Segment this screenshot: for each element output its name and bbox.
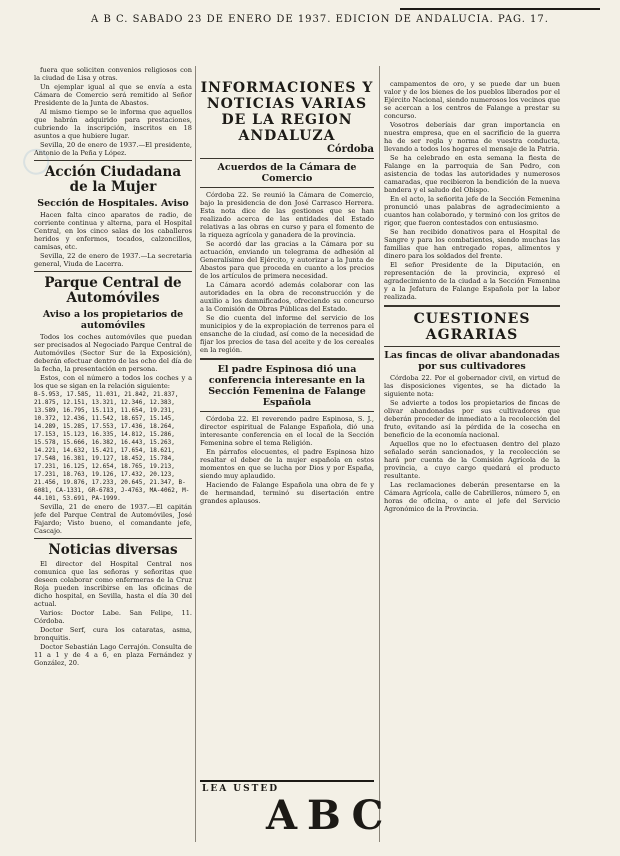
watermark: ○: [10, 135, 60, 185]
column-divider: [379, 66, 380, 842]
subheading-hospitales: Sección de Hospitales. Aviso: [37, 198, 189, 209]
paragraph: Se acordó dar las gracias a la Cámara por su actuación, enviando un telegrama de adhesión al Generalísimo del Ejército, y autorizar a la Junta de Abastos para que proceda en cuanto a los precios de los artículos de primera necesidad.: [200, 240, 374, 280]
divider: [34, 538, 192, 539]
divider: [200, 411, 374, 412]
divider: [384, 346, 560, 347]
divider: [384, 305, 560, 307]
paragraph: En párrafos elocuentes, el padre Espinosa hizo resaltar el deber de la mujer española en estos momentos en que se lucha por Dios y por España, siendo muy aplaudido.: [200, 448, 374, 480]
city-cordoba: Córdoba: [326, 144, 374, 155]
heading-noticias-diversas: Noticias diversas: [48, 542, 178, 558]
divider: [200, 358, 374, 360]
paragraph: fuera que soliciten convenios religiosos con la ciudad de Lisa y otras.: [34, 66, 192, 82]
paragraph: Estos, con el número a todos los coches y a los que se sigan en la relación siguiente:: [34, 374, 192, 390]
section-title-cuestiones-agrarias: CUESTIONES AGRARIAS: [413, 311, 531, 343]
paragraph: Doctor Serf, cura los cataratas, asma, bronquitis.: [34, 626, 192, 642]
abc-advert: [200, 780, 394, 842]
heading-padre-espinosa: El padre Espinosa dió una conferencia interesante en la Sección Femenina de Falange Española: [208, 364, 366, 408]
heading-fincas-olivar: Las fincas de olivar abandonadas por sus cultivadores: [384, 350, 560, 372]
paragraph: Se advierte a todos los propietarios de fincas de olivar abandonadas por sus cultivadores que deberán proceder de inmediato a la recolección del fruto, evitando así la pérdida de la cosecha en beneficio de la economía nacional.: [384, 399, 560, 439]
paragraph: Se ha celebrado en esta semana la fiesta de Falange en la parroquia de San Pedro, con asistencia de todas las autoridades y numerosos camaradas, que recibieron la bendición de la nueva bandera y el saludo del Obispo.: [384, 154, 560, 194]
divider: [200, 187, 374, 188]
heading-accion-ciudadana: Acción Ciudadana de la Mujer: [44, 164, 182, 195]
signature: Sevilla, 21 de enero de 1937.—El capitán jefe del Parque Central de Automóviles, José Fajardo; Visto bueno, el comandante jefe, Cascajo.: [34, 503, 192, 535]
paragraph: Aquellos que no lo efectuasen dentro del plazo señalado serán sancionados, y la recolección se hará por cuenta de la Comisión Agrícola de la provincia, a cuyo cargo quedará el producto resultante.: [384, 440, 560, 480]
paragraph: Varios: Doctor Labe. San Felipe, 11. Córdoba.: [34, 609, 192, 625]
advert-lea-usted: LEA USTED: [202, 784, 280, 794]
signature: Sevilla, 22 de enero de 1937.—La secretaria general, Viuda de Lacerra.: [34, 252, 192, 268]
paragraph: Córdoba 22. El reverendo padre Espinosa, S. J., director espiritual de Falange Española, dió una interesante conferencia en el local de la Sección Femenina sobre el tema Religión.: [200, 415, 374, 447]
paragraph: El señor Presidente de la Diputación, en representación de la provincia, expresó el agradecimiento de la ciudad a la Sección Femenina y a la Jefatura de Falange Española por la labor realizada.: [384, 261, 560, 301]
paragraph: Doctor Sebastián Lago Cerrajón. Consulta de 11 a 1 y de 4 a 6, en plaza Fernández y González, 20.: [34, 643, 192, 667]
signature: Sevilla, 20 de enero de 1937.—El presidente, Antonio de la Peña y López.: [34, 141, 192, 157]
paragraph: Al mismo tiempo se le informa que aquellos que habrán adquirido para prestaciones, cubriendo la inscripción, inscritos en 18 asuntos a que hubiere lugar.: [34, 108, 192, 140]
paragraph: Córdoba 22. Por el gobernador civil, en virtud de las disposiciones vigentes, se ha dictado la siguiente nota:: [384, 374, 560, 398]
paragraph: Se dio cuenta del informe del servicio de los municipios y de la expropiación de terrenos para el ensanche de la ciudad, así como de la necesidad de fijar los precios de tasa del aceite y de los cereales en la región.: [200, 314, 374, 354]
paragraph: La Cámara acordó además colaborar con las autoridades en la obra de reconstrucción y de auxilio a los damnificados, ofreciendo su concurso a la Comisión de Obras Públicas del Estado.: [200, 281, 374, 313]
paragraph: campamentos de oro, y se puede dar un buen valor y de los bienes de los pueblos liberados por el Ejército Nacional, siendo numerosos los vecinos que se acercan a los centros de Falange a prestar su concurso.: [384, 80, 560, 120]
subheading-aviso-propietarios: Aviso a los propietarios de automóviles: [42, 309, 184, 331]
advert-abc-logo: ABC: [266, 792, 394, 839]
paragraph: Un ejemplar igual al que se envía a esta Cámara de Comercio será remitido al Señor Presidente de la Junta de Abastos.: [34, 83, 192, 107]
divider: [200, 158, 374, 159]
divider: [34, 160, 192, 161]
column-right: [384, 80, 560, 856]
page-header: A B C. SABADO 23 DE ENERO DE 1937. EDICION DE ANDALUCIA. PAG. 17.: [91, 14, 549, 25]
paragraph: Vosotros deberíais dar gran importancia en nuestra empresa, que en el sacrificio de la guerra ha de ser regla y norma de vuestra conducta, llevando a todos los hogares el mensaje de la Patria.: [384, 121, 560, 153]
top-rule: [400, 8, 600, 10]
paragraph: Todos los coches automóviles que puedan ser precisados al Negociado Parque Central de Automóviles (Sector Sur de la Exposición), deberán efectuar dentro de las ocho del día de la fecha, la presentación en persona.: [34, 333, 192, 373]
section-title-informaciones: INFORMACIONES Y NOTICIAS VARIAS DE LA REGION ANDALUZA: [200, 80, 374, 144]
paragraph: En el acto, la señorita jefe de la Sección Femenina pronunció unas palabras de agradecimiento a cuantos han colaborado, y terminó con los gritos de rigor, que fueron contestados con entusiasmo.: [384, 195, 560, 227]
plate-list: B-5.953, 17.585, 11.031, 21.842, 21.837, 21.875, 12.151, 13.321, 12.346, 12.383, 13.589, 16.795, 15.113, 11.654, 19.231, 10.372, 12.436, 11.542, 18.657, 15.145, 14.289, 15.285, 17.553, 17.436, 18.264, 17.153, 15.123, 16.335, 14.812, 15.286, 15.578, 15.666, 16.382, 16.443, 15.263, 14.221, 14.632, 15.421, 17.654, 18.621, 17.548, 16.381, 19.127, 18.452, 15.784, 17.231, 16.125, 12.654, 18.765, 19.213, 17.231, 18.763, 19.126, 17.432, 20.123, 21.456, 19.876, 17.233, 20.645, 21.347, B-6081, CA-1331, GR-6783, J-4763, MA-4062, M-44.101, 53.691, PA-1999.: [34, 391, 190, 502]
paragraph: Se han recibido donativos para el Hospital de Sangre y para los combatientes, siendo muchas las familias que han entregado ropas, alimentos y dinero para los soldados del frente.: [384, 228, 560, 260]
paragraph: Hacen falta cinco aparatos de radio, de corriente continua y alterna, para el Hospital Central, en los cinco salas de los caballeros heridos y enfermos, tocados, calzoncillos, camisas, etc.: [34, 211, 192, 251]
divider: [34, 271, 192, 272]
heading-acuerdos-camara: Acuerdos de la Cámara de Comercio: [217, 162, 357, 184]
heading-parque-central: Parque Central de Automóviles: [44, 275, 182, 306]
column-middle: [200, 80, 374, 856]
column-left: [34, 66, 192, 842]
column-divider: [195, 66, 196, 842]
paragraph: Haciendo de Falange Española una obra de fe y de hermandad, terminó su disertación entre grandes aplausos.: [200, 481, 374, 505]
paragraph: Córdoba 22. Se reunió la Cámara de Comercio, bajo la presidencia de don José Carrasco Herrera. Esta nota dice de las gestiones que se han realizado acerca de las entidades del Estado relativas a las obras en curso y para el fomento de la riqueza agrícola y ganadera de la provincia.: [200, 191, 374, 239]
paragraph: El director del Hospital Central nos comunica que las señoras y señoritas que deseen colaborar como enfermeras de la Cruz Roja pueden inscribirse en las oficinas de dicho hospital, en Sevilla, hasta el día 30 del actual.: [34, 560, 192, 608]
paragraph: Las reclamaciones deberán presentarse en la Cámara Agrícola, calle de Cabrilleros, número 5, en horas de oficina, o ante el jefe del Servicio Agronómico de la Provincia.: [384, 481, 560, 513]
